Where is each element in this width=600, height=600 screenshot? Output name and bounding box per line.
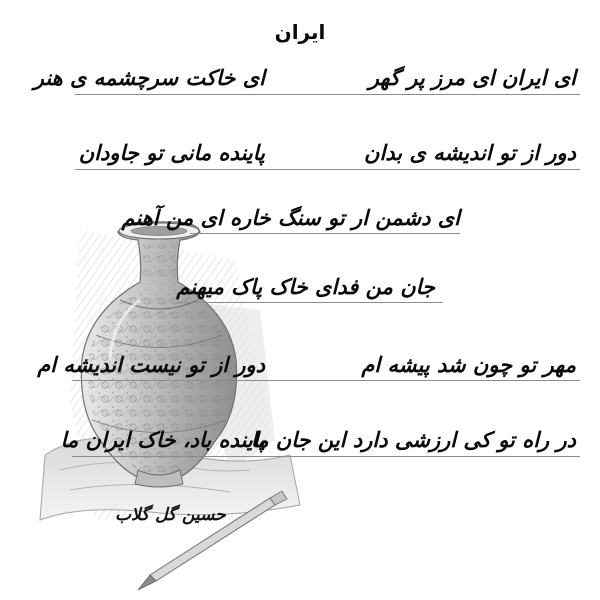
rule-line <box>190 233 460 234</box>
verse-line-right: در راه تو کی ارزشی دارد این جان ما <box>250 428 576 452</box>
rule-line <box>75 169 580 170</box>
verse-line-left: ای خاکت سرچشمه ی هنر <box>33 66 265 90</box>
rule-line <box>72 380 580 381</box>
author-signature: حسین گل گلاب <box>115 505 226 525</box>
verse-line-right: ای ایران ای مرز پر گهر <box>368 66 576 90</box>
verse-center-line: ای دشمن ار تو سنگ خاره ای من آهنم <box>121 206 460 230</box>
rule-line <box>75 94 580 95</box>
verse-line-left: پاینده مانی تو جاودان <box>78 141 265 165</box>
verse-center-line: جان من فدای خاک پاک میهنم <box>176 275 435 299</box>
verse-line-left: پاینده باد، خاک ایران ما <box>60 428 265 452</box>
verse-line-left: دور از تو نیست اندیشه ام <box>37 353 265 377</box>
rule-line <box>72 456 580 457</box>
verse-line-right: دور از تو اندیشه ی بدان <box>364 141 576 165</box>
rule-line <box>178 302 443 303</box>
verse-line-right: مهر تو چون شد پیشه ام <box>361 353 576 377</box>
poem-title: ایران <box>274 20 326 44</box>
